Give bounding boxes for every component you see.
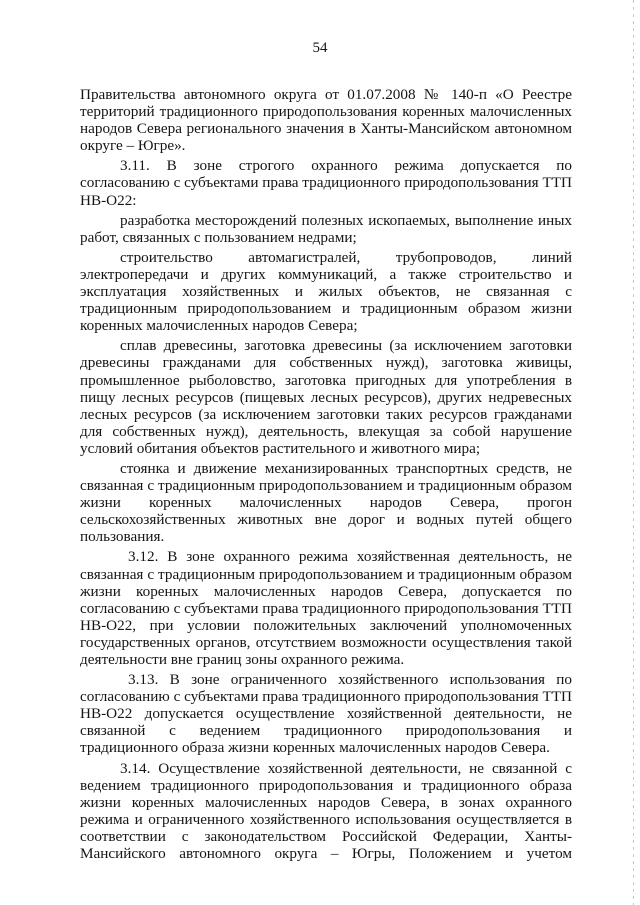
list-item-transport: стоянка и движение механизированных транспортных средств, не связанная с традиционным природопользованием и традиционным образом жизни коренных малочисленных народов Севера, прогон сельскохозяйственных животных вне дорог и водных путей общего пользования. [80, 459, 572, 546]
list-item-mining: разработка месторождений полезных ископаемых, выполнение иных работ, связанных с пользованием недрами; [80, 211, 572, 246]
list-item-construction: строительство автомагистралей, трубопроводов, линий электропередачи и других коммуникаций, а также строительство и эксплуатация хозяйственных и жилых объектов, не связанная с традиционным природопользованием и традиционным образом жизни коренных малочисленных народов Севера; [80, 248, 572, 335]
list-item-timber: сплав древесины, заготовка древесины (за исключением заготовки древесины гражданами для собственных нужд), заготовка живицы, промышленное рыболовство, заготовка пригодных для употребления в пищу лесных ресурсов (пищевых лесных ресурсов), других недревесных лесных ресурсов (за исключением заготовки таких ресурсов гражданами для собственных нужд), деятельность, влекущая за собой нарушение условий обитания объектов растительного и животного мира; [80, 337, 572, 457]
page-number: 54 [312, 40, 328, 56]
scan-edge-line [633, 0, 634, 905]
paragraph-3-12: 3.12. В зоне охранного режима хозяйственная деятельность, не связанная с традиционным природопользованием и традиционным образом жизни коренных малочисленных народов Севера, допускается по согласованию с субъектами права традиционного природопользования ТТП НВ-О22, при условии положительных заключений уполномоченных государственных органов, отсутствием возможности осуществления такой деятельности вне границ зоны охранного режима. [80, 548, 572, 668]
paragraph-3-11: 3.11. В зоне строгого охранного режима допускается по согласованию с субъектами права традиционного природопользования ТТП НВ-О22: [80, 157, 572, 209]
paragraph-3-13: 3.13. В зоне ограниченного хозяйственного использования по согласованию с субъектами права традиционного природопользования ТТП НВ-О22 допускается осуществление хозяйственной деятельности, не связанной с ведением традиционного природопользования и традиционного образа жизни коренных малочисленных народов Севера. [80, 671, 572, 757]
paragraph-continuation: Правительства автономного округа от 01.07.2008 № 140-п «О Реестре территорий традиционного природопользования коренных малочисленных народов Севера регионального значения в Ханты-Мансийском автономном округе – Югре». [80, 86, 572, 155]
paragraph-3-14: 3.14. Осуществление хозяйственной деятельности, не связанной с ведением традиционного природопользования и традиционного образа жизни коренных малочисленных народов Севера, в зонах охранного режима и ограниченного хозяйственного использования осуществляется в соответствии с законодательством Российской Федерации, Ханты-Мансийского автономного округа – Югры, Положением и учетом [80, 759, 572, 863]
document-body [80, 86, 572, 865]
